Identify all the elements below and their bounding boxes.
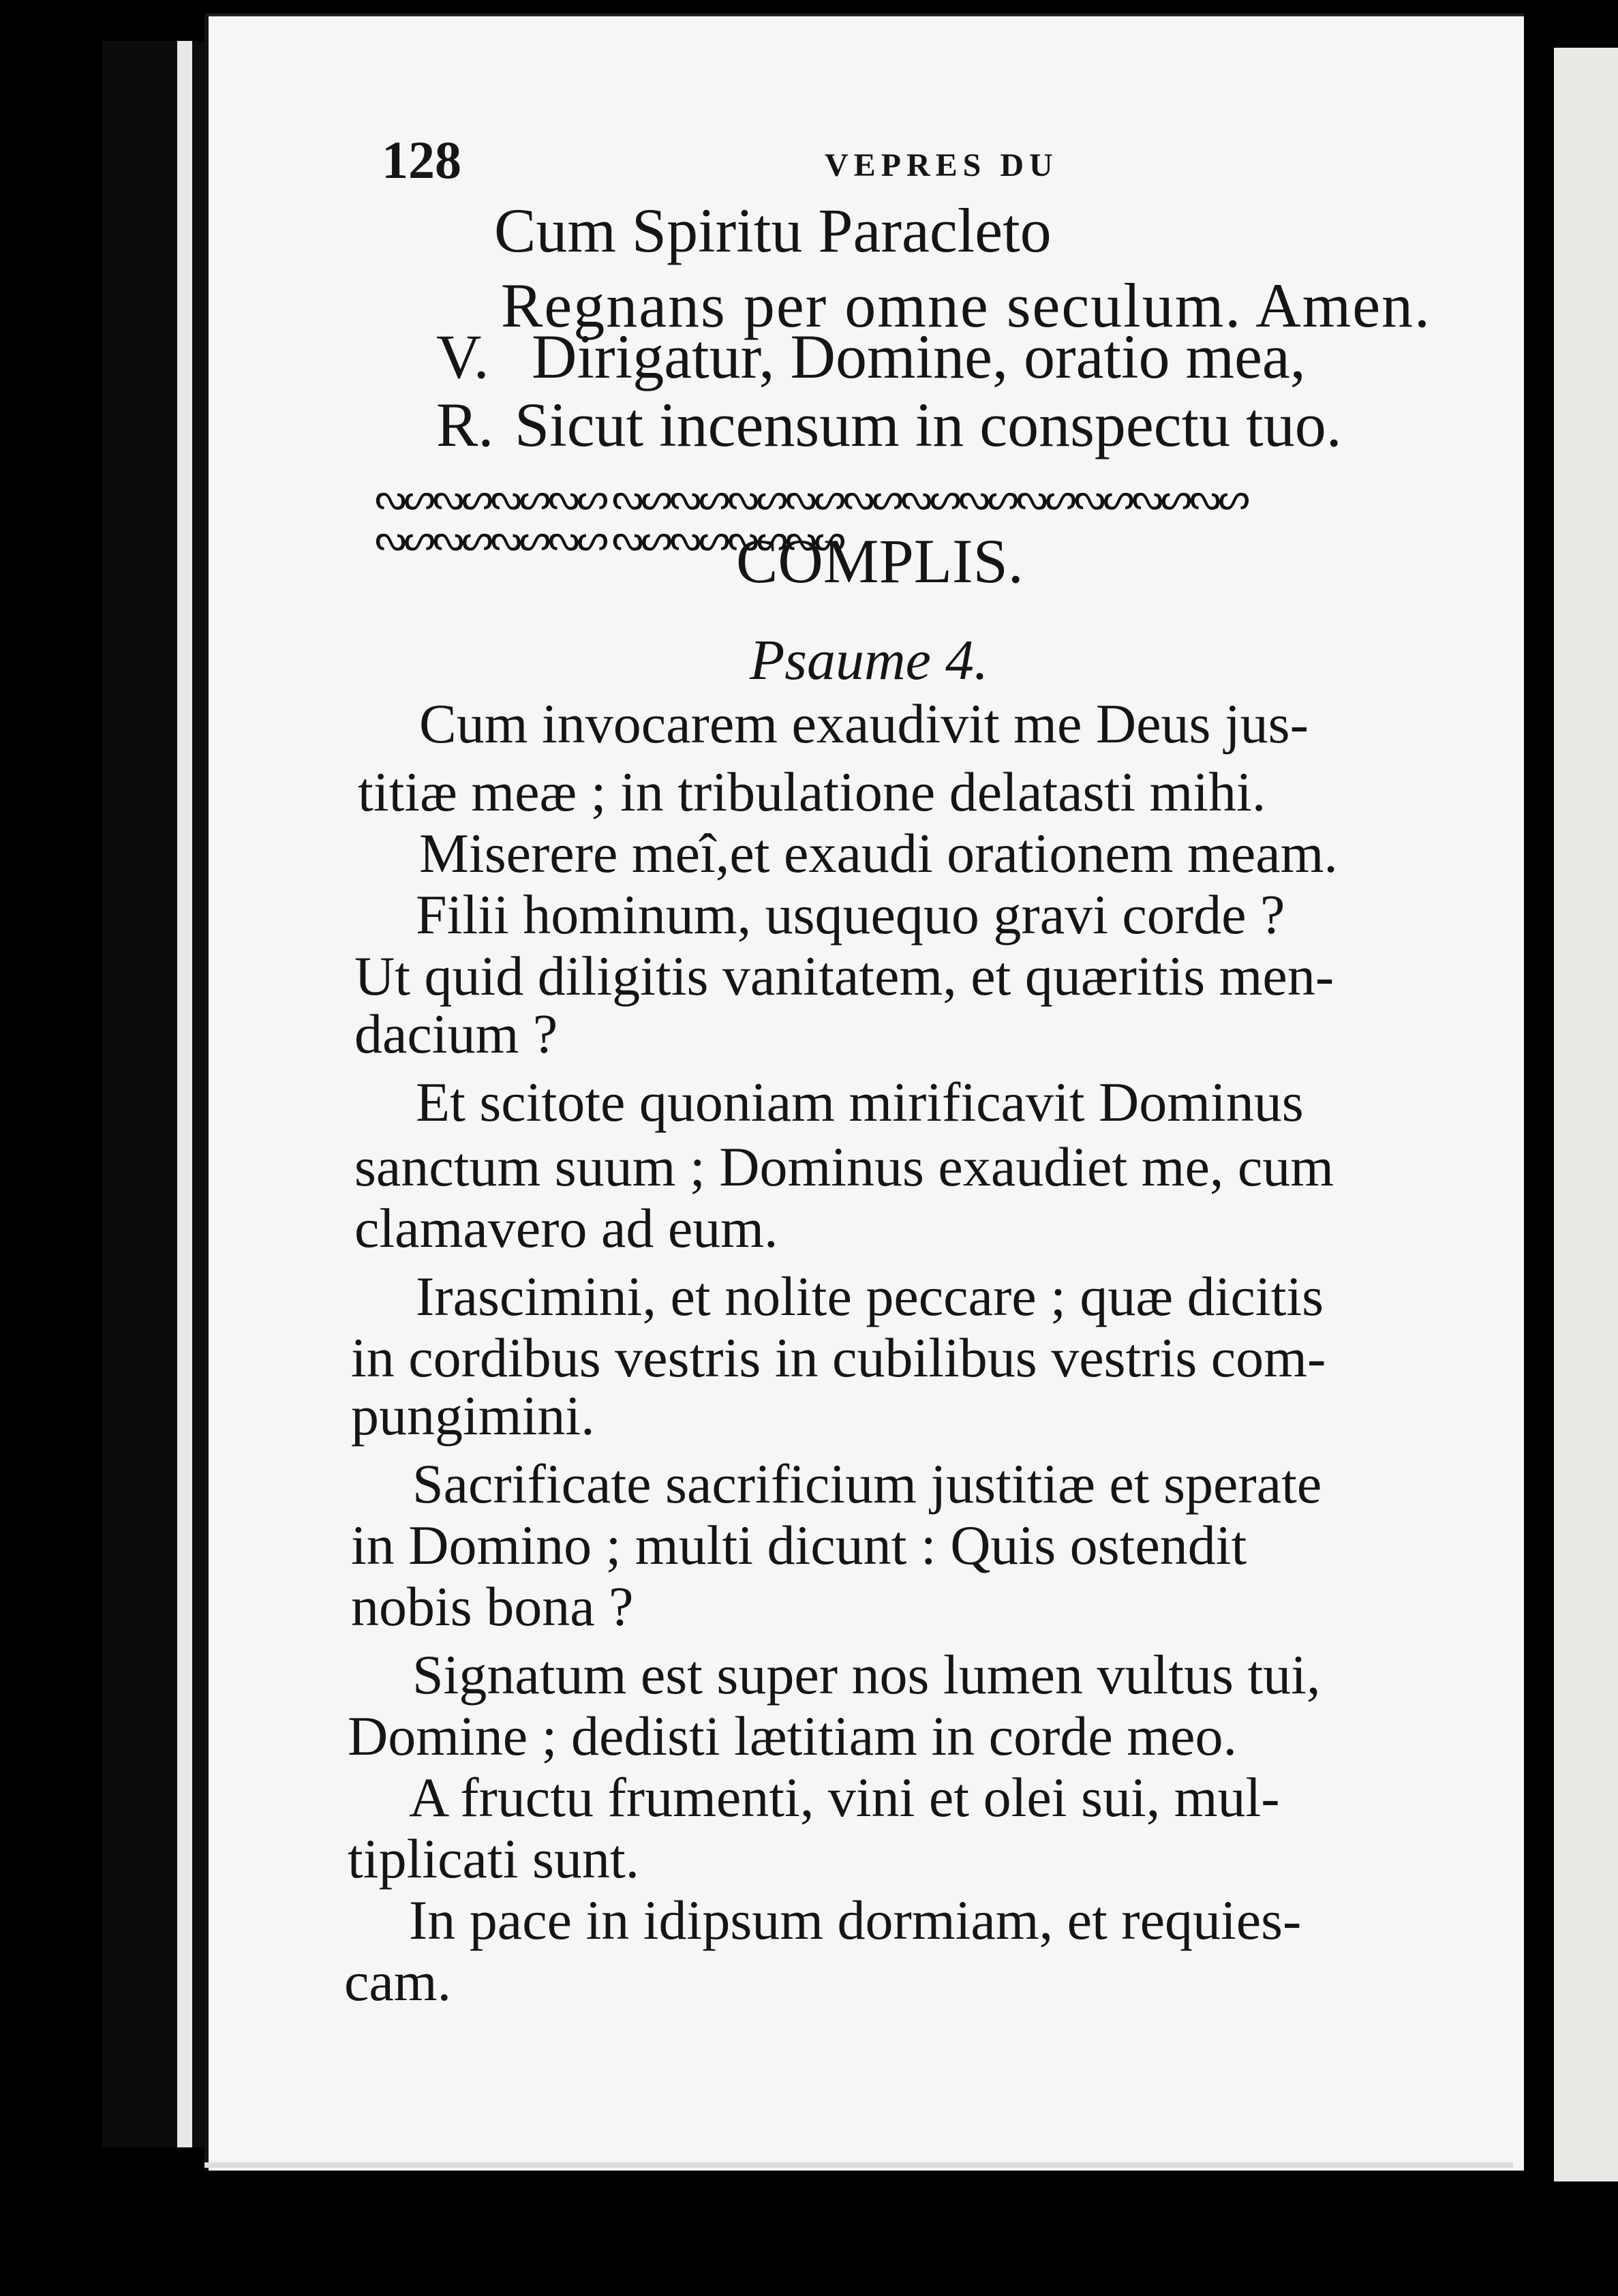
page-bottom-edge <box>204 2162 1513 2168</box>
versicle-marker: V. <box>436 322 489 391</box>
psalm-line: Irascimini, et nolite peccare ; quæ dicitis <box>416 1265 1324 1327</box>
hymn-line-2: Regnans per omne seculum. Amen. <box>501 271 1432 340</box>
left-page-edge <box>102 41 204 2147</box>
response-text: Sicut incensum in conspectu tuo. <box>515 390 1342 459</box>
psalm-line: Domine ; dedisti lætitiam in corde meo. <box>348 1705 1237 1767</box>
psalm-line: Ut quid diligitis vanitatem, et quæritis men- <box>354 945 1334 1007</box>
psalm-line: clamavero ad eum. <box>354 1197 778 1259</box>
versicle-text: Dirigatur, Domine, oratio mea, <box>532 322 1306 391</box>
right-gutter <box>1520 41 1554 2181</box>
psalm-line: nobis bona ? <box>351 1575 634 1637</box>
page-number: 128 <box>382 130 461 190</box>
psalm-line: titiæ meæ ; in tribulatione delatasti mihi. <box>358 761 1266 823</box>
section-title: COMPLIS. <box>736 526 1024 596</box>
psalm-line: In pace in idipsum dormiam, et requies- <box>409 1889 1302 1951</box>
psalm-line: sanctum suum ; Dominus exaudiet me, cum <box>354 1136 1334 1198</box>
ornamental-divider: ᔓᔕᔓᔕᔓᔕᔓᔕ ᔓᔕᔓᔕᔓᔕᔓᔕᔓᔕᔓᔕᔓᔕᔓᔕᔓᔕᔓᔕᔓᔕ ᔓᔕᔓᔕᔓᔕᔓᔕ ᔓᔕᔓᔕᔓᔕᔓᔕ <box>375 479 1247 558</box>
psalm-line: tiplicati sunt. <box>348 1828 640 1890</box>
psalm-line: in Domino ; multi dicunt : Quis ostendit <box>351 1514 1247 1576</box>
psalm-line: Et scitote quoniam mirificavit Dominus <box>416 1071 1304 1133</box>
psalm-line: Cum invocarem exaudivit me Deus jus- <box>419 693 1309 755</box>
psalm-line: Signatum est super nos lumen vultus tui, <box>412 1644 1321 1706</box>
right-facing-page <box>1554 48 1618 2181</box>
hymn-line-1: Cum Spiritu Paracleto <box>494 196 1052 265</box>
psalm-line: cam. <box>344 1950 452 2012</box>
response-marker: R. <box>436 390 494 459</box>
psalm-line: in cordibus vestris in cubilibus vestris com- <box>351 1327 1326 1389</box>
psalm-line: Miserere meî,et exaudi orationem meam. <box>419 822 1338 884</box>
psalm-label: Psaume 4. <box>750 629 988 692</box>
psalm-line: Sacrificate sacrificium justitiæ et sperate <box>412 1453 1322 1515</box>
psalm-line: pungimini. <box>351 1385 595 1447</box>
psalm-line: Filii hominum, usquequo gravi corde ? <box>416 883 1285 946</box>
psalm-line: A fructu frumenti, vini et olei sui, mul- <box>409 1766 1280 1828</box>
psalm-line: dacium ? <box>354 1003 558 1065</box>
running-title: VEPRES DU <box>825 147 1058 183</box>
